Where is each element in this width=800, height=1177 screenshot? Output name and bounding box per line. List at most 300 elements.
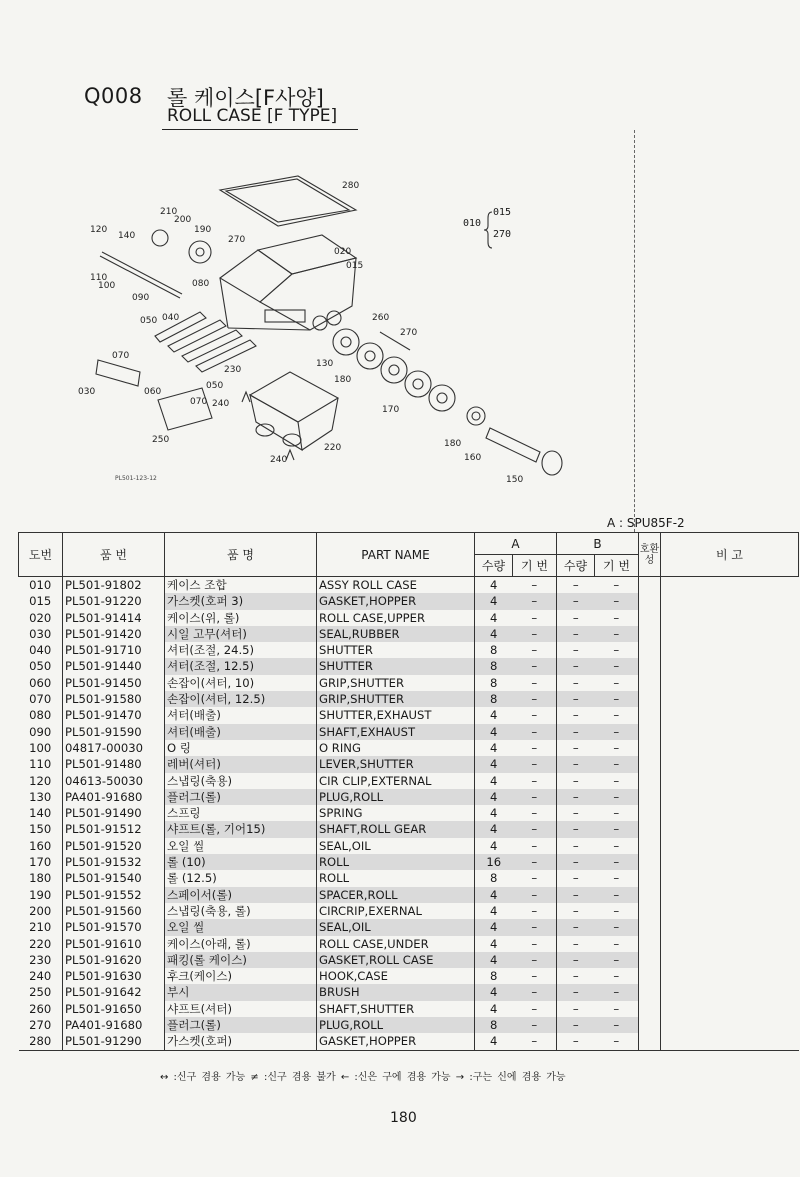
cell-a-qty: 4 bbox=[475, 1033, 513, 1050]
cell-part-no: PL501-91570 bbox=[63, 919, 165, 935]
cell-name-kr: 케이스(위, 롤) bbox=[165, 610, 317, 626]
cell-compat bbox=[639, 691, 661, 707]
cell-b-qty: – bbox=[557, 805, 595, 821]
cell-part-name: GASKET,HOPPER bbox=[317, 1033, 475, 1050]
assembly-note-sub1: 015 bbox=[493, 207, 512, 218]
cell-remarks bbox=[661, 724, 799, 740]
cell-compat bbox=[639, 821, 661, 837]
col-b-qty: 수량 bbox=[557, 555, 595, 577]
table-row bbox=[19, 707, 799, 723]
cell-a-period: – bbox=[531, 610, 538, 625]
cell-remarks bbox=[661, 1033, 799, 1050]
cell-name-kr: 셔터(조절, 24.5) bbox=[165, 642, 317, 658]
cell-no: 060 bbox=[29, 675, 52, 690]
cell-a-qty: 4 bbox=[475, 838, 513, 854]
col-group-a: A bbox=[475, 533, 557, 555]
table-row bbox=[19, 1001, 799, 1017]
cell-b-period: – bbox=[613, 773, 620, 788]
cell-a-period: – bbox=[513, 1017, 557, 1033]
col-a-period: 기 번 bbox=[513, 555, 557, 577]
table-row bbox=[19, 821, 799, 837]
callout-label: 250 bbox=[152, 435, 170, 445]
cell-remarks bbox=[661, 1001, 799, 1017]
cell-a-qty: 4 bbox=[475, 610, 513, 626]
cell-part-no: PL501-91580 bbox=[63, 691, 165, 707]
callout-label: 270 bbox=[400, 328, 418, 338]
cell-b-period: – bbox=[595, 789, 639, 805]
cell-b-qty: – bbox=[557, 870, 595, 886]
table-row bbox=[19, 1033, 799, 1050]
cell-b-qty: – bbox=[557, 707, 595, 723]
col-part-no: 품 번 bbox=[63, 533, 165, 577]
cell-name-kr: 손잡이(셔터, 12.5) bbox=[165, 691, 317, 707]
callout-label: 050 bbox=[140, 316, 158, 326]
cell-part-no: PL501-91470 bbox=[63, 707, 165, 723]
cell-remarks bbox=[661, 984, 799, 1000]
title-korean: 롤 케이스[F사양] bbox=[167, 86, 324, 110]
diagram-code: PL501-123-12 bbox=[115, 475, 157, 482]
callout-label: 280 bbox=[342, 181, 360, 191]
cell-a-period: – bbox=[513, 887, 557, 903]
cell-b-period: – bbox=[595, 658, 639, 674]
cell-part-name: SEAL,RUBBER bbox=[317, 626, 475, 642]
cell-b-period: – bbox=[595, 691, 639, 707]
cell-part-name: PLUG,ROLL bbox=[317, 1017, 475, 1033]
cell-remarks bbox=[661, 968, 799, 984]
cell-b-period: – bbox=[613, 936, 620, 951]
cell-compat bbox=[639, 805, 661, 821]
cell-b-qty: – bbox=[557, 675, 595, 691]
cell-part-no: PL501-91520 bbox=[63, 838, 165, 854]
cell-a-qty: 4 bbox=[475, 1001, 513, 1017]
callout-label: 220 bbox=[324, 443, 342, 453]
cell-compat bbox=[639, 593, 661, 609]
cell-a-qty: 4 bbox=[475, 984, 513, 1000]
cell-name-kr: 셔터(조절, 12.5) bbox=[165, 658, 317, 674]
table-row bbox=[19, 773, 799, 789]
page-number: 180 bbox=[390, 1110, 417, 1126]
cell-compat bbox=[639, 756, 661, 772]
cell-part-name: CIR CLIP,EXTERNAL bbox=[317, 773, 475, 789]
cell-part-name: SHUTTER bbox=[317, 658, 475, 674]
table-row bbox=[19, 854, 799, 870]
cell-b-qty: – bbox=[557, 919, 595, 935]
cell-name-kr: 플러그(롤) bbox=[165, 789, 317, 805]
cell-part-no: PL501-91440 bbox=[63, 658, 165, 674]
callout-label: 270 bbox=[228, 235, 246, 245]
table-row bbox=[19, 577, 799, 594]
cell-a-period: – bbox=[531, 1001, 538, 1016]
cell-part-no: PL501-91414 bbox=[63, 610, 165, 626]
cell-part-name: HOOK,CASE bbox=[317, 968, 475, 984]
cell-part-name: LEVER,SHUTTER bbox=[317, 756, 475, 772]
cell-name-kr: 오일 씰 bbox=[165, 838, 317, 854]
cell-part-no: PA401-91680 bbox=[63, 789, 165, 805]
table-row bbox=[19, 887, 799, 903]
cell-b-qty: – bbox=[557, 854, 595, 870]
cell-b-qty: – bbox=[557, 821, 595, 837]
cell-name-kr: 손잡이(셔터, 10) bbox=[165, 675, 317, 691]
callout-label: 140 bbox=[118, 231, 136, 241]
cell-remarks bbox=[661, 936, 799, 952]
cell-a-period: – bbox=[513, 919, 557, 935]
cell-compat bbox=[639, 610, 661, 626]
diagram-divider bbox=[634, 130, 635, 532]
table-row bbox=[19, 626, 799, 642]
callout-label: 090 bbox=[132, 293, 150, 303]
cell-part-no: PL501-91610 bbox=[63, 936, 165, 952]
col-group-b: B bbox=[557, 533, 639, 555]
title-english: ROLL CASE [F TYPE] bbox=[167, 106, 338, 126]
cell-b-period: – bbox=[613, 610, 620, 625]
cell-part-name: SPRING bbox=[317, 805, 475, 821]
cell-part-no: PL501-91420 bbox=[63, 626, 165, 642]
cell-remarks bbox=[661, 773, 799, 789]
cell-a-period: – bbox=[513, 756, 557, 772]
cell-part-no: PL501-91290 bbox=[63, 1033, 165, 1050]
cell-b-qty: – bbox=[557, 838, 595, 854]
table-row bbox=[19, 789, 799, 805]
callout-label: 180 bbox=[444, 439, 462, 449]
cell-b-period: – bbox=[613, 675, 620, 690]
cell-part-name: SHAFT,EXHAUST bbox=[317, 724, 475, 740]
cell-no: 180 bbox=[29, 871, 52, 886]
cell-part-no: PL501-91480 bbox=[63, 756, 165, 772]
cell-part-no: PL501-91512 bbox=[63, 821, 165, 837]
cell-remarks bbox=[661, 593, 799, 609]
table-row bbox=[19, 870, 799, 886]
cell-a-period: – bbox=[531, 903, 538, 918]
cell-a-qty: 8 bbox=[475, 658, 513, 674]
cell-part-no: PL501-91540 bbox=[63, 870, 165, 886]
cell-no: 190 bbox=[29, 887, 52, 902]
cell-remarks bbox=[661, 642, 799, 658]
callout-label: 230 bbox=[224, 365, 242, 375]
cell-part-no: 04817-00030 bbox=[63, 740, 165, 756]
cell-remarks bbox=[661, 805, 799, 821]
cell-a-qty: 4 bbox=[475, 887, 513, 903]
cell-a-period: – bbox=[531, 936, 538, 951]
cell-b-period: – bbox=[595, 724, 639, 740]
cell-b-period: – bbox=[613, 838, 620, 853]
cell-a-qty: 8 bbox=[475, 675, 513, 691]
col-b-period: 기 번 bbox=[595, 555, 639, 577]
callout-label: 260 bbox=[372, 313, 390, 323]
cell-no: 120 bbox=[29, 773, 52, 788]
callout-label: 050 bbox=[206, 381, 224, 391]
cell-remarks bbox=[661, 838, 799, 854]
callout-label: 080 bbox=[192, 279, 210, 289]
cell-name-kr: 롤 (12.5) bbox=[165, 870, 317, 886]
cell-a-qty: 4 bbox=[475, 903, 513, 919]
cell-no: 230 bbox=[29, 952, 52, 967]
cell-part-name: ASSY ROLL CASE bbox=[317, 577, 475, 594]
cell-part-name: SEAL,OIL bbox=[317, 838, 475, 854]
exploded-parts-diagram bbox=[60, 160, 620, 490]
cell-no: 160 bbox=[29, 838, 52, 853]
cell-part-name: GRIP,SHUTTER bbox=[317, 691, 475, 707]
cell-a-period: – bbox=[531, 806, 538, 821]
cell-no: 200 bbox=[29, 903, 52, 918]
cell-remarks bbox=[661, 854, 799, 870]
cell-name-kr: 롤 (10) bbox=[165, 854, 317, 870]
cell-no: 130 bbox=[29, 789, 52, 804]
cell-part-no: PL501-91642 bbox=[63, 984, 165, 1000]
cell-no: 280 bbox=[19, 1033, 63, 1050]
cell-no: 270 bbox=[29, 1018, 52, 1033]
cell-b-period: – bbox=[595, 756, 639, 772]
cell-part-no: PL501-91650 bbox=[63, 1001, 165, 1017]
cell-remarks bbox=[661, 870, 799, 886]
cell-compat bbox=[639, 1001, 661, 1017]
cell-b-qty: – bbox=[557, 756, 595, 772]
cell-a-qty: 4 bbox=[475, 805, 513, 821]
callout-label: 160 bbox=[464, 453, 482, 463]
cell-name-kr: 레버(셔터) bbox=[165, 756, 317, 772]
callout-label: 180 bbox=[334, 375, 352, 385]
cell-remarks bbox=[661, 658, 799, 674]
cell-part-name: SHUTTER,EXHAUST bbox=[317, 707, 475, 723]
cell-a-qty: 4 bbox=[475, 707, 513, 723]
cell-a-qty: 8 bbox=[475, 691, 513, 707]
table-row bbox=[19, 968, 799, 984]
cell-no: 015 bbox=[29, 594, 52, 609]
cell-a-period: – bbox=[531, 675, 538, 690]
cell-no: 220 bbox=[29, 936, 52, 951]
cell-name-kr: 부시 bbox=[165, 984, 317, 1000]
section-code: Q008 bbox=[84, 84, 143, 108]
cell-a-qty: 8 bbox=[475, 642, 513, 658]
cell-a-qty: 4 bbox=[475, 626, 513, 642]
cell-b-qty: – bbox=[557, 642, 595, 658]
table-row bbox=[19, 1017, 799, 1033]
cell-compat bbox=[639, 577, 661, 594]
cell-part-name: SHAFT,ROLL GEAR bbox=[317, 821, 475, 837]
cell-b-qty: – bbox=[557, 724, 595, 740]
cell-b-qty: – bbox=[557, 593, 595, 609]
cell-name-kr: O 링 bbox=[165, 740, 317, 756]
cell-remarks bbox=[661, 707, 799, 723]
callout-label: 210 bbox=[160, 207, 178, 217]
cell-b-period: – bbox=[595, 952, 639, 968]
cell-b-qty: – bbox=[557, 968, 595, 984]
cell-a-period: – bbox=[513, 724, 557, 740]
cell-part-no: PL501-91590 bbox=[63, 724, 165, 740]
cell-b-period: – bbox=[613, 969, 620, 984]
cell-no: 030 bbox=[29, 626, 52, 641]
table-row bbox=[19, 919, 799, 935]
table-row bbox=[19, 805, 799, 821]
callout-label: 040 bbox=[162, 313, 180, 323]
table-row bbox=[19, 952, 799, 968]
cell-no: 150 bbox=[29, 822, 52, 837]
cell-part-name: ROLL bbox=[317, 854, 475, 870]
cell-compat bbox=[639, 838, 661, 854]
cell-a-period: – bbox=[513, 1033, 557, 1050]
cell-b-qty: – bbox=[557, 1001, 595, 1017]
table-row bbox=[19, 740, 799, 756]
callout-label: 070 bbox=[112, 351, 130, 361]
callout-label: 110 bbox=[90, 273, 108, 283]
cell-b-qty: – bbox=[557, 903, 595, 919]
cell-name-kr: 셔터(배출) bbox=[165, 724, 317, 740]
cell-a-qty: 4 bbox=[475, 789, 513, 805]
assembly-note-sub2: 270 bbox=[493, 229, 512, 240]
cell-part-no: 04613-50030 bbox=[63, 773, 165, 789]
cell-name-kr: 케이스 조합 bbox=[165, 577, 317, 594]
callout-label: 200 bbox=[174, 215, 192, 225]
cell-part-name: ROLL CASE,UPPER bbox=[317, 610, 475, 626]
cell-remarks bbox=[661, 919, 799, 935]
cell-b-qty: – bbox=[557, 577, 595, 594]
table-row bbox=[19, 658, 799, 674]
cell-part-no: PL501-91630 bbox=[63, 968, 165, 984]
cell-b-period: – bbox=[613, 806, 620, 821]
col-remarks: 비 고 bbox=[661, 533, 799, 577]
cell-b-period: – bbox=[613, 903, 620, 918]
cell-a-period: – bbox=[531, 740, 538, 755]
cell-remarks bbox=[661, 1017, 799, 1033]
cell-part-no: PL501-91710 bbox=[63, 642, 165, 658]
cell-b-qty: – bbox=[557, 887, 595, 903]
table-row bbox=[19, 691, 799, 707]
cell-no: 090 bbox=[29, 724, 52, 739]
cell-compat bbox=[639, 789, 661, 805]
cell-part-no: PL501-91532 bbox=[63, 854, 165, 870]
cell-remarks bbox=[661, 756, 799, 772]
cell-compat bbox=[639, 658, 661, 674]
cell-compat bbox=[639, 984, 661, 1000]
cell-a-period: – bbox=[531, 838, 538, 853]
cell-compat bbox=[639, 1033, 661, 1050]
cell-name-kr: 시일 고무(셔터) bbox=[165, 626, 317, 642]
cell-compat bbox=[639, 675, 661, 691]
cell-a-qty: 4 bbox=[475, 919, 513, 935]
cell-a-period: – bbox=[513, 984, 557, 1000]
cell-remarks bbox=[661, 691, 799, 707]
cell-b-period: – bbox=[613, 708, 620, 723]
cell-part-no: PL501-91450 bbox=[63, 675, 165, 691]
cell-no: 210 bbox=[29, 920, 52, 935]
cell-a-period: – bbox=[531, 773, 538, 788]
cell-name-kr: 가스켓(호퍼 3) bbox=[165, 593, 317, 609]
cell-part-name: CIRCRIP,EXERNAL bbox=[317, 903, 475, 919]
cell-a-period: – bbox=[531, 969, 538, 984]
cell-part-name: GASKET,HOPPER bbox=[317, 593, 475, 609]
cell-a-period: – bbox=[513, 952, 557, 968]
cell-remarks bbox=[661, 740, 799, 756]
table-row bbox=[19, 724, 799, 740]
cell-a-qty: 4 bbox=[475, 773, 513, 789]
table-row bbox=[19, 642, 799, 658]
table-row bbox=[19, 984, 799, 1000]
cell-b-qty: – bbox=[557, 936, 595, 952]
cell-b-qty: – bbox=[557, 691, 595, 707]
cell-remarks bbox=[661, 626, 799, 642]
cell-a-qty: 4 bbox=[475, 821, 513, 837]
cell-a-period: – bbox=[513, 626, 557, 642]
cell-a-qty: 4 bbox=[475, 724, 513, 740]
cell-part-no: PA401-91680 bbox=[63, 1017, 165, 1033]
cell-a-qty: 4 bbox=[475, 740, 513, 756]
cell-compat bbox=[639, 919, 661, 935]
cell-part-name: SHUTTER bbox=[317, 642, 475, 658]
cell-b-period: – bbox=[595, 626, 639, 642]
cell-remarks bbox=[661, 903, 799, 919]
cell-name-kr: 후크(케이스) bbox=[165, 968, 317, 984]
cell-a-period: – bbox=[513, 691, 557, 707]
table-row bbox=[19, 756, 799, 772]
cell-b-period: – bbox=[613, 740, 620, 755]
cell-a-qty: 8 bbox=[475, 870, 513, 886]
callout-label: 170 bbox=[382, 405, 400, 415]
cell-part-name: ROLL bbox=[317, 870, 475, 886]
cell-b-qty: – bbox=[557, 984, 595, 1000]
col-a-qty: 수량 bbox=[475, 555, 513, 577]
assembly-note-main: 010 bbox=[463, 218, 482, 229]
cell-compat bbox=[639, 887, 661, 903]
callout-label: 070 bbox=[190, 397, 208, 407]
cell-a-period: – bbox=[513, 854, 557, 870]
table-row bbox=[19, 593, 799, 609]
cell-part-name: BRUSH bbox=[317, 984, 475, 1000]
cell-a-period: – bbox=[513, 821, 557, 837]
cell-name-kr: 샤프트(셔터) bbox=[165, 1001, 317, 1017]
cell-name-kr: 스냅링(축용) bbox=[165, 773, 317, 789]
cell-no: 170 bbox=[29, 855, 52, 870]
title-underline bbox=[162, 129, 358, 130]
cell-b-period: – bbox=[595, 887, 639, 903]
callout-label: 060 bbox=[144, 387, 162, 397]
cell-part-name: SPACER,ROLL bbox=[317, 887, 475, 903]
cell-part-no: PL501-91552 bbox=[63, 887, 165, 903]
cell-b-qty: – bbox=[557, 626, 595, 642]
callout-label: 150 bbox=[506, 475, 524, 485]
cell-part-no: PL501-91220 bbox=[63, 593, 165, 609]
table-row bbox=[19, 936, 799, 952]
cell-no: 250 bbox=[29, 985, 52, 1000]
cell-compat bbox=[639, 642, 661, 658]
cell-a-period: – bbox=[531, 871, 538, 886]
cell-compat bbox=[639, 626, 661, 642]
cell-name-kr: 오일 씰 bbox=[165, 919, 317, 935]
cell-remarks bbox=[661, 610, 799, 626]
callout-label: 190 bbox=[194, 225, 212, 235]
compatibility-legend: ↔ :신구 겸용 가능 ≠ :신구 겸용 불가 ← :신은 구에 겸용 가능 → :구는 신에 겸용 가능 bbox=[160, 1072, 566, 1083]
cell-compat bbox=[639, 1017, 661, 1033]
cell-b-qty: – bbox=[557, 773, 595, 789]
cell-part-no: PL501-91490 bbox=[63, 805, 165, 821]
cell-b-period: – bbox=[595, 821, 639, 837]
cell-b-period: – bbox=[595, 1033, 639, 1050]
cell-a-qty: 4 bbox=[475, 577, 513, 594]
callout-label: 015 bbox=[346, 261, 364, 271]
cell-name-kr: 셔터(배출) bbox=[165, 707, 317, 723]
cell-b-qty: – bbox=[557, 952, 595, 968]
cell-part-no: PL501-91620 bbox=[63, 952, 165, 968]
cell-no: 240 bbox=[29, 969, 52, 984]
cell-compat bbox=[639, 854, 661, 870]
col-compat: 호환성 bbox=[639, 533, 661, 577]
cell-b-qty: – bbox=[557, 610, 595, 626]
cell-no: 080 bbox=[29, 708, 52, 723]
cell-no: 010 bbox=[29, 578, 52, 592]
col-name-kr: 품 명 bbox=[165, 533, 317, 577]
callout-label: 020 bbox=[334, 247, 352, 257]
cell-remarks bbox=[661, 789, 799, 805]
cell-a-qty: 4 bbox=[475, 936, 513, 952]
callout-label: 100 bbox=[98, 281, 116, 291]
